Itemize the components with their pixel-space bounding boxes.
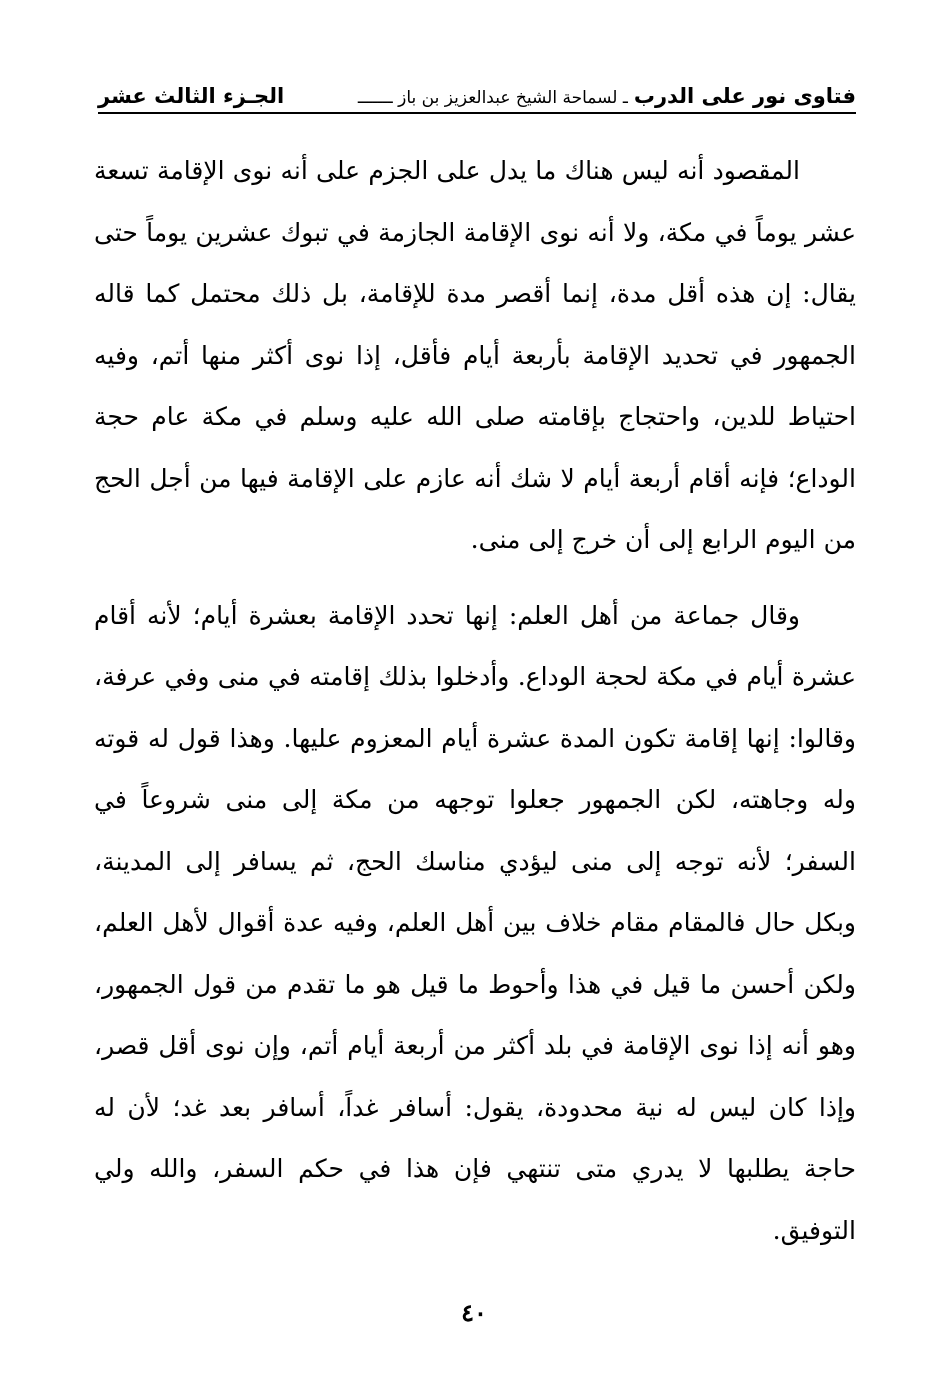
page-number: ٤٠: [461, 1298, 487, 1327]
author-line: ـ لسماحة الشيخ عبدالعزيز بن باز ـــــــ: [357, 88, 628, 108]
running-head-title-group: [358, 84, 856, 108]
running-head: [98, 74, 856, 114]
paragraph-2: وقال جماعة من أهل العلم: إنها تحدد الإقامة بعشرة أيام؛ لأنه أقام عشرة أيام في مكة لحجة الوداع. وأدخلوا بذلك إقامته في منى وفي عرفة، وقالوا: إنها إقامة تكون المدة عشرة أيام المعزوم عليها. وهذا قول له قوته وله وجاهته، لكن الجمهور جعلوا توجهه من مكة إلى منى شروعاً في السفر؛ لأنه توجه إلى منى ليؤدي مناسك الحج، ثم يسافر إلى المدينة، وبكل حال فالمقام مقام خلاف بين أهل العلم، وفيه عدة أقوال لأهل العلم، ولكن أحسن ما قيل في هذا وأحوط ما قيل هو ما تقدم من قول الجمهور، وهو أنه إذا نوى الإقامة في بلد أكثر من أربعة أيام أتم، وإن نوى أقل قصر، وإذا كان ليس له نية محدودة، يقول: أسافر غداً، أسافر بعد غد؛ لأن له حاجة يطلبها لا يدري متى تنتهي فإن هذا في حكم السفر، والله ولي التوفيق.: [94, 600, 856, 1245]
book-title: فتاوى نور على الدرب: [633, 84, 856, 108]
body-text: [94, 140, 856, 1261]
paragraph-1: المقصود أنه ليس هناك ما يدل على الجزم على أنه نوى الإقامة تسعة عشر يوماً في مكة، ولا أنه نوى الإقامة الجازمة في تبوك عشرين يوماً حتى يقال: إن هذه أقل مدة، إنما أقصر مدة للإقامة، بل ذلك محتمل كما قاله الجمهور في تحديد الإقامة بأربعة أيام فأقل، إذا نوى أكثر منها أتم، وفيه احتياط للدين، واحتجاج بإقامته صلى الله عليه وسلم في مكة عام حجة الوداع؛ فإنه أقام أربعة أيام لا شك أنه عازم على الإقامة فيها من أجل الحج من اليوم الرابع إلى أن خرج إلى منى.: [94, 156, 856, 554]
volume-label: الجـزء الثالث عشر: [98, 84, 285, 108]
